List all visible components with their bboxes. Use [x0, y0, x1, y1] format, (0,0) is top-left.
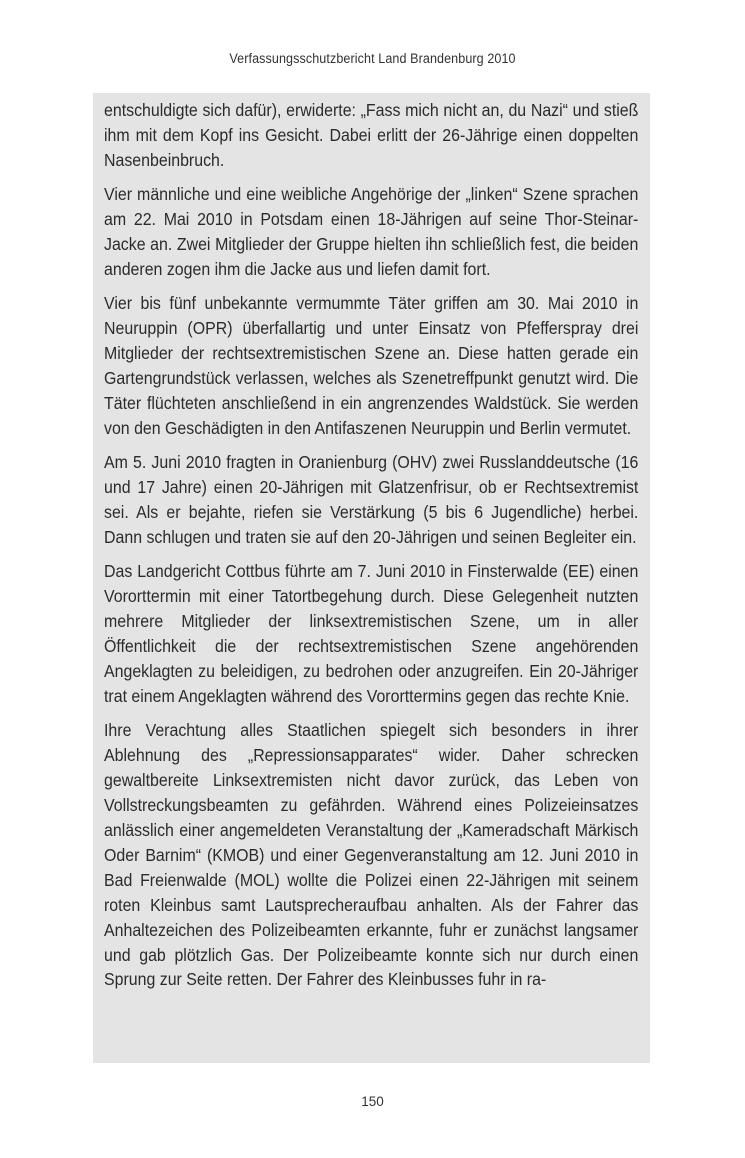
highlighted-text-box [93, 93, 650, 1063]
paragraph: entschuldigte sich dafür), erwiderte: „Fass mich nicht an, du Nazi“ und stieß ihm mit dem Kopf ins Gesicht. Dabei erlitt der 26-Jährige einen doppelten Nasenbeinbruch. [104, 100, 639, 170]
paragraph: Ihre Verachtung alles Staatlichen spiegelt sich besonders in ihrer Ablehnung des „Repressionsapparates“ wider. Daher schrecken gewaltbereite Linksextremisten nicht davor zurück, das Leben von Vollstreckungsbeamten zu gefährden. Während eines Polizeieinsatzes anlässlich einer angemeldeten Veranstaltung der „Kameradschaft Märkisch Oder Barnim“ (KMOB) und einer Gegenveranstaltung am 12. Juni 2010 in Bad Freienwalde (MOL) wollte die Polizei einen 22-Jährigen mit seinem roten Kleinbus samt Lautsprecheraufbau anhalten. Als der Fahrer das Anhaltezeichen des Polizeibeamten erkannte, fuhr er zunächst langsamer und gab plötzlich Gas. Der Polizeibeamte konnte sich nur durch einen Sprung zur Seite retten. Der Fahrer des Kleinbusses fuhr in ra- [104, 720, 639, 990]
paragraph: Vier männliche und eine weibliche Angehörige der „linken“ Szene sprachen am 22. Mai 2010 in Potsdam einen 18-Jährigen auf seine Thor-Steinar-Jacke an. Zwei Mitglieder der Gruppe hielten ihn schließlich fest, die beiden anderen zogen ihm die Jacke aus und liefen damit fort. [104, 184, 639, 279]
paragraph: Am 5. Juni 2010 fragten in Oranienburg (OHV) zwei Russlanddeutsche (16 und 17 Jahre) einen 20-Jährigen mit Glatzenfrisur, ob er Rechtsextremist sei. Als er bejahte, riefen sie Verstärkung (5 bis 6 Jugendliche) herbei. Dann schlugen und traten sie auf den 20-Jährigen und seinen Begleiter ein. [104, 452, 639, 547]
paragraph: Das Landgericht Cottbus führte am 7. Juni 2010 in Finsterwalde (EE) einen Vororttermin mit einer Tatortbegehung durch. Diese Gelegenheit nutzten mehrere Mitglieder der linksextremistischen Szene, um in aller Öffentlichkeit die der rechtsextremistischen Szene angehörenden Angeklagten zu beleidigen, zu bedrohen oder anzugreifen. Ein 20-Jähriger trat einem Angeklagten während des Vororttermins gegen das rechte Knie. [104, 561, 639, 706]
running-header: Verfassungsschutzbericht Land Brandenburg 2010 [229, 51, 516, 66]
page-number: 150 [361, 1094, 384, 1109]
paragraph: Vier bis fünf unbekannte vermummte Täter griffen am 30. Mai 2010 in Neuruppin (OPR) überfallartig und unter Einsatz von Pfefferspray drei Mitglieder der rechtsextremistischen Szene an. Diese hatten gerade ein Gartengrundstück verlassen, welches als Szenetreffpunkt genutzt wird. Die Täter flüchteten anschließend in ein angrenzendes Waldstück. Sie werden von den Geschädigten in den Antifaszenen Neuruppin und Berlin vermutet. [104, 293, 639, 438]
